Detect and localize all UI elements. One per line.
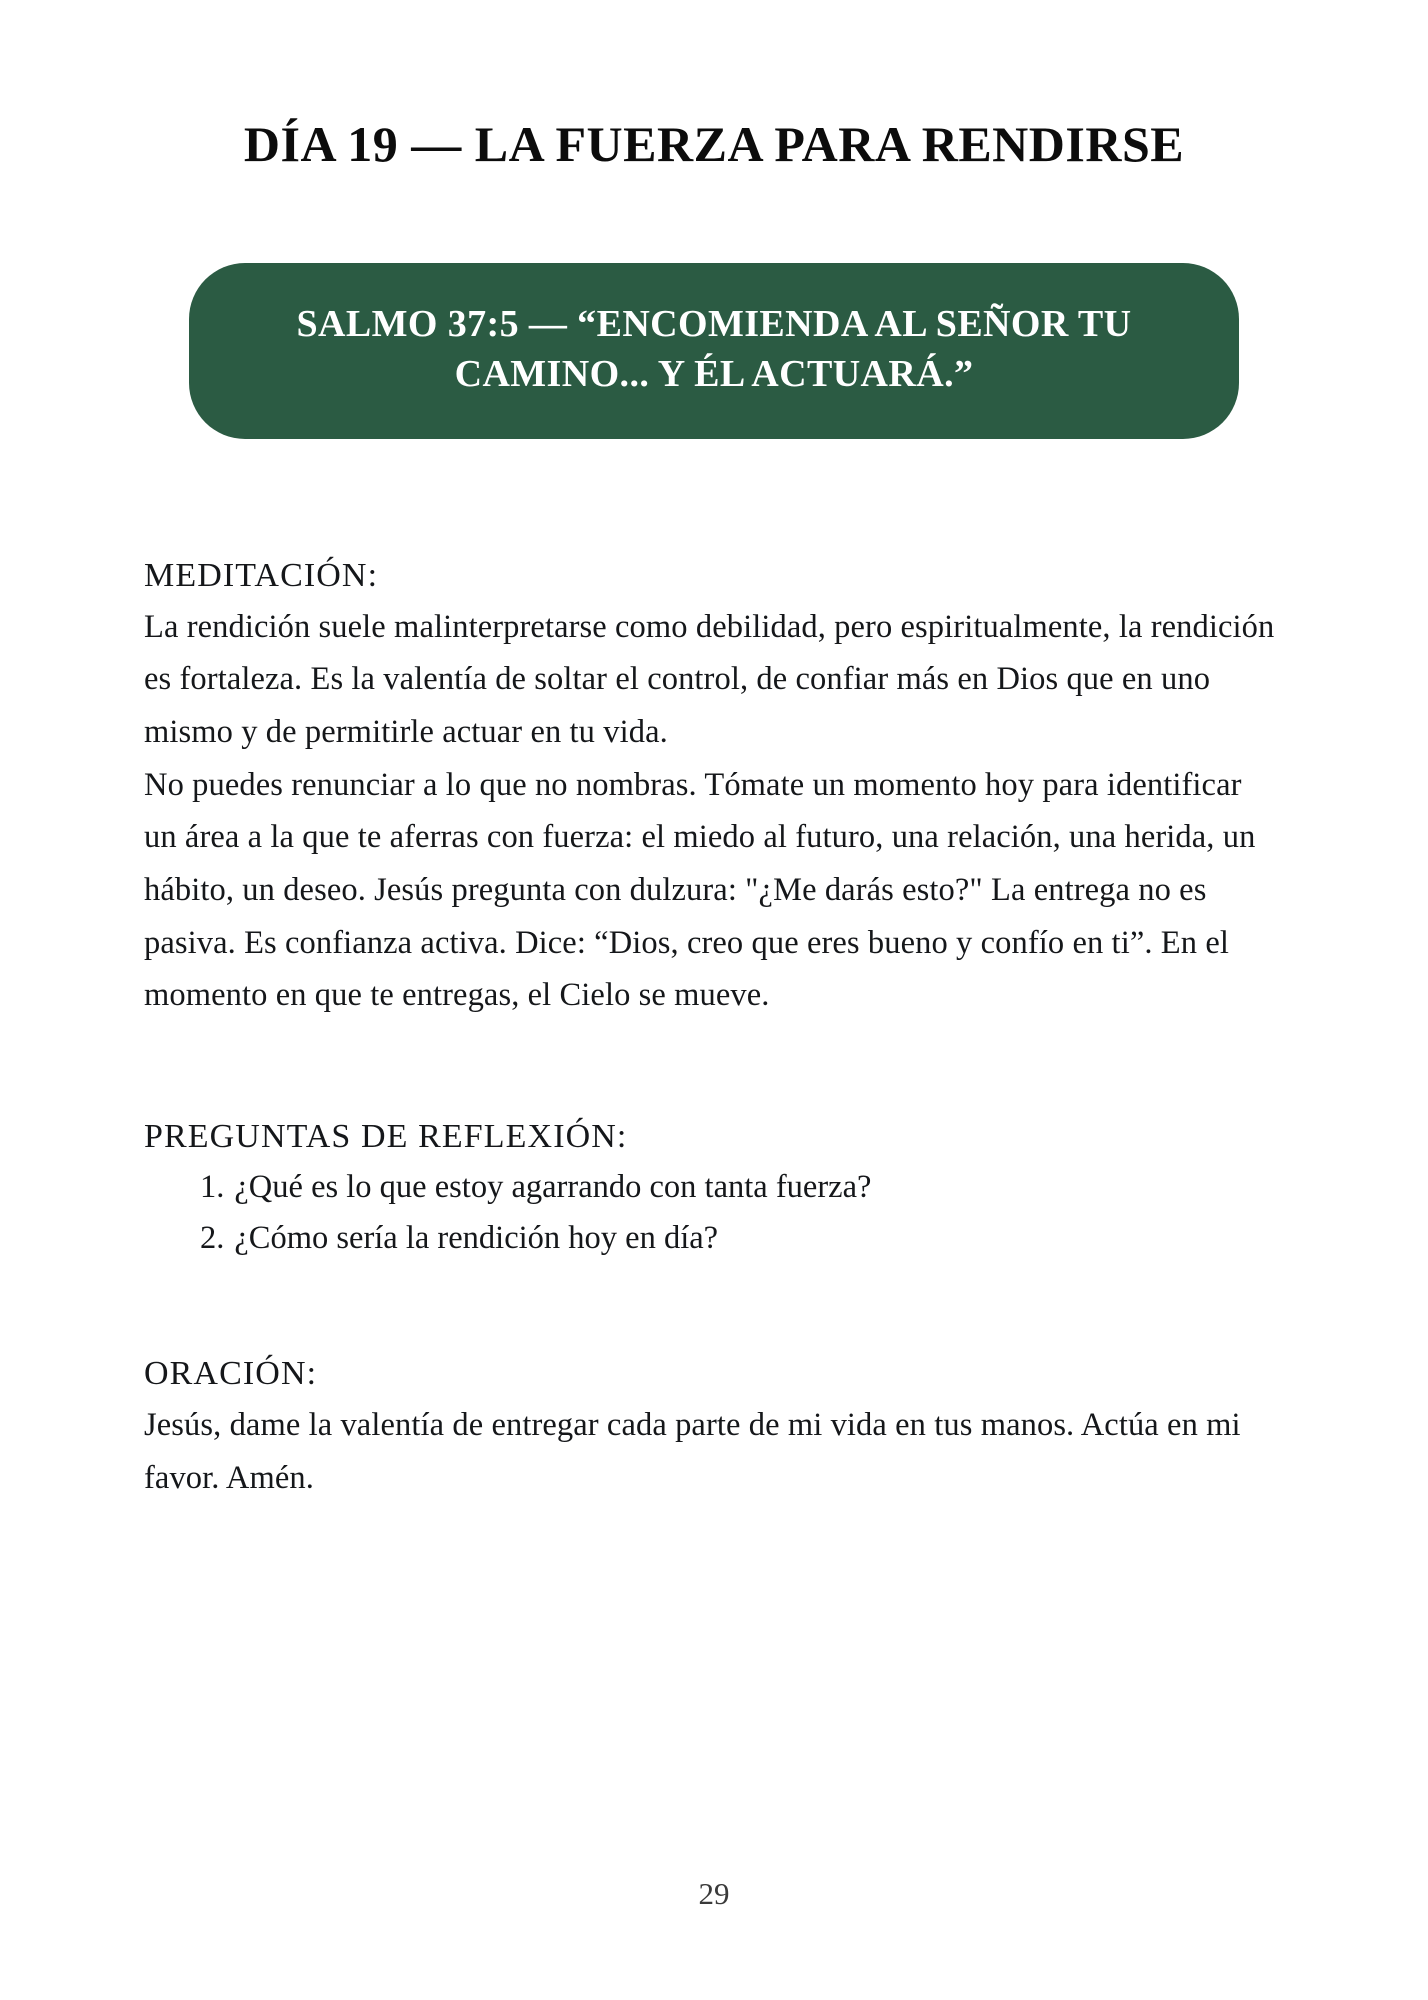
meditation-heading: MEDITACIÓN: bbox=[144, 556, 379, 594]
prayer-section bbox=[144, 1355, 1280, 1504]
question-text: ¿Cómo sería la rendición hoy en día? bbox=[234, 1219, 719, 1256]
section-spacer bbox=[144, 1022, 1280, 1118]
reflection-section bbox=[144, 1118, 1280, 1263]
meditation-paragraph-2: No puedes renunciar a lo que no nombras. Tómate un momento hoy para identificar un área a la que te aferras con fuerza: el miedo al futuro, una relación, una herida, un hábito, un deseo. Jesús pregunta con dulzura: "¿Me darás esto?" La entrega no es pasiva. Es confianza activa. Dice: “Dios, creo que eres bueno y confío en ti”. En el momento en que te entregas, el Cielo se mueve. bbox=[144, 766, 1256, 1014]
page-title: DÍA 19 — LA FUERZA PARA RENDIRSE bbox=[243, 116, 1185, 172]
page-number: 29 bbox=[698, 1876, 730, 1911]
meditation-section bbox=[144, 557, 1280, 1022]
section-spacer bbox=[144, 1263, 1280, 1355]
question-text: ¿Qué es lo que estoy agarrando con tanta fuerza? bbox=[234, 1168, 872, 1205]
verse-line-1: SALMO 37:5 — “ENCOMIENDA AL SEÑOR TU bbox=[296, 302, 1132, 345]
list-item bbox=[144, 1213, 1280, 1264]
page-content bbox=[140, 557, 1288, 1505]
list-item bbox=[144, 1162, 1280, 1213]
question-number: 1. bbox=[200, 1168, 225, 1205]
reflection-heading: PREGUNTAS DE REFLEXIÓN: bbox=[144, 1117, 628, 1155]
prayer-heading: ORACIÓN: bbox=[144, 1355, 318, 1393]
verse-line-2: CAMINO... Y ÉL ACTUARÁ.” bbox=[454, 352, 974, 395]
verse-callout bbox=[189, 263, 1239, 439]
reflection-question-list bbox=[144, 1162, 1280, 1263]
question-number: 2. bbox=[200, 1219, 225, 1256]
verse-box bbox=[189, 263, 1239, 439]
meditation-paragraph-1: La rendición suele malinterpretarse como debilidad, pero espiritualmente, la rendición es fortaleza. Es la valentía de soltar el control, de confiar más en Dios que en uno mismo y de permitirle actuar en tu vida. bbox=[144, 608, 1275, 751]
prayer-text: Jesús, dame la valentía de entregar cada parte de mi vida en tus manos. Actúa en mi favor. Amén. bbox=[144, 1407, 1241, 1496]
